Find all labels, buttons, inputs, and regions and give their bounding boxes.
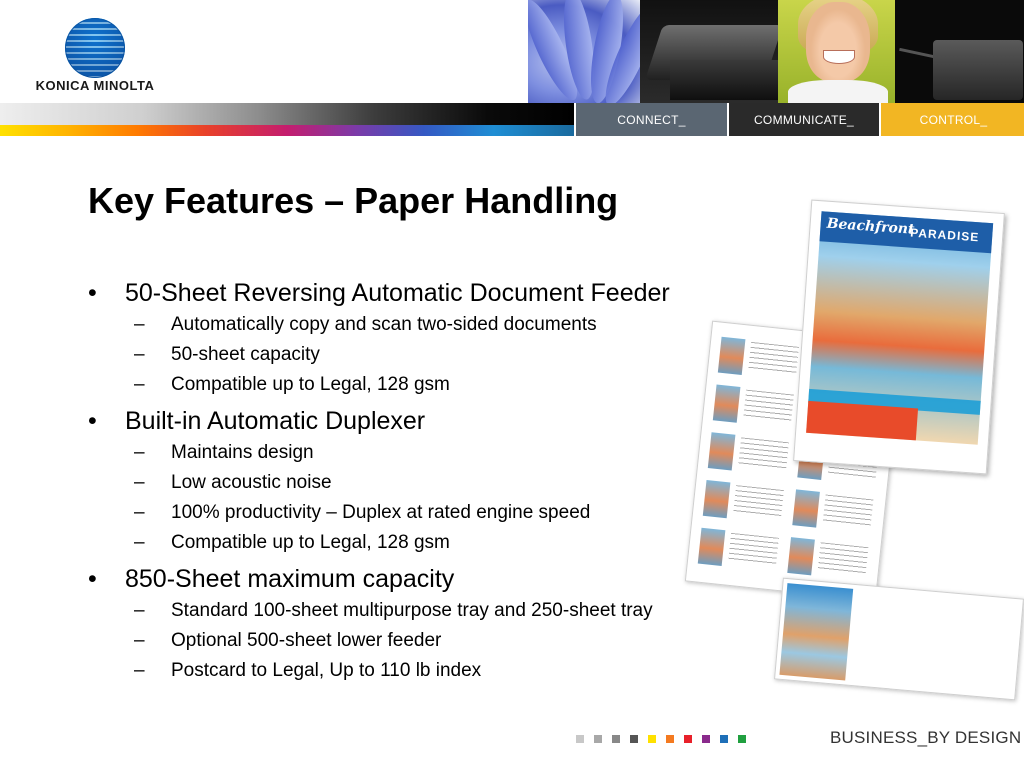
feature-heading: 50-Sheet Reversing Automatic Document Feeder xyxy=(125,279,670,307)
detail-text: 100% productivity – Duplex at rated engine speed xyxy=(171,502,591,523)
brochure-cover xyxy=(793,200,1005,475)
footer-color-squares xyxy=(576,735,746,743)
dash-icon: – xyxy=(134,344,145,365)
dash-icon: – xyxy=(134,314,145,335)
logo-text: KONICA MINOLTA xyxy=(35,78,155,93)
color-square xyxy=(702,735,710,743)
device-photo xyxy=(895,0,1024,103)
color-square xyxy=(576,735,584,743)
brochure-title: Beachfront xyxy=(826,215,915,238)
printer-photo xyxy=(640,0,778,103)
tab-connect[interactable]: CONNECT_ xyxy=(574,103,727,136)
detail-text: Standard 100-sheet multipurpose tray and 250-sheet tray xyxy=(171,600,653,621)
bullet-icon: • xyxy=(88,279,97,307)
dash-icon: – xyxy=(134,532,145,553)
detail-text: Compatible up to Legal, 128 gsm xyxy=(171,374,450,395)
dash-icon: – xyxy=(134,600,145,621)
woman-photo xyxy=(778,0,895,103)
dash-icon: – xyxy=(134,374,145,395)
detail-text: Compatible up to Legal, 128 gsm xyxy=(171,532,450,553)
dash-icon: – xyxy=(134,472,145,493)
dash-icon: – xyxy=(134,630,145,651)
dash-icon: – xyxy=(134,442,145,463)
dash-icon: – xyxy=(134,502,145,523)
feature-heading: Built-in Automatic Duplexer xyxy=(125,407,426,435)
brochure-subtitle: PARADISE xyxy=(909,225,980,245)
bullet-icon: • xyxy=(88,407,97,435)
color-square xyxy=(738,735,746,743)
detail-text: Automatically copy and scan two-sided documents xyxy=(171,314,597,335)
color-square xyxy=(612,735,620,743)
tab-control[interactable]: CONTROL_ xyxy=(879,103,1024,136)
detail-text: Low acoustic noise xyxy=(171,472,332,493)
color-square xyxy=(630,735,638,743)
konica-minolta-logo xyxy=(30,18,160,98)
brochure-postcard xyxy=(774,578,1024,701)
color-square xyxy=(684,735,692,743)
detail-text: Postcard to Legal, Up to 110 lb index xyxy=(171,660,482,681)
color-square xyxy=(648,735,656,743)
tab-communicate[interactable]: COMMUNICATE_ xyxy=(727,103,879,136)
brochure-illustration xyxy=(680,200,1024,720)
color-square xyxy=(720,735,728,743)
flower-photo xyxy=(528,0,640,103)
color-square xyxy=(594,735,602,743)
footer-tagline: BUSINESS_BY DESIGN xyxy=(830,728,1022,747)
detail-text: 50-sheet capacity xyxy=(171,344,320,365)
detail-text: Optional 500-sheet lower feeder xyxy=(171,630,442,651)
feature-heading: 850-Sheet maximum capacity xyxy=(125,565,455,593)
globe-icon xyxy=(65,18,125,78)
detail-text: Maintains design xyxy=(171,442,314,463)
header-color-stripe xyxy=(0,125,574,136)
dash-icon: – xyxy=(134,660,145,681)
slide-title: Key Features – Paper Handling xyxy=(88,180,619,221)
color-square xyxy=(666,735,674,743)
bullet-icon: • xyxy=(88,565,97,593)
header-gradient-bar xyxy=(0,103,574,125)
